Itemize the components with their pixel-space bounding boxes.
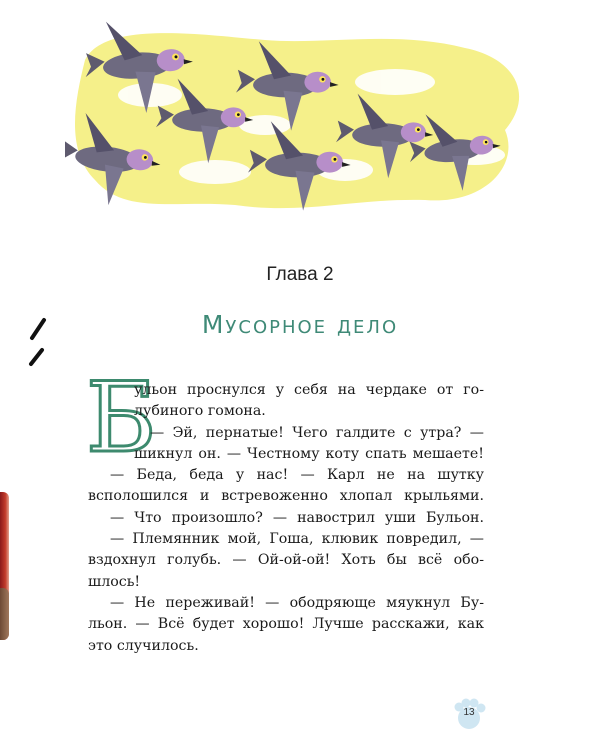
story-text [88,380,484,657]
text-line: — Что произошло? — навострил уши Бульон. [110,509,484,526]
text-line: шикнул он. — Честному коту спать мешаете! [134,445,484,462]
chapter-number: Глава 2 [266,264,334,285]
text-line: шлось! [88,573,141,590]
adjacent-page-illustration-edge [0,492,9,640]
text-line: вздохнул голубь. — Ой-ой-ой! Хоть бы всё обо- [88,552,484,569]
page-number: 13 [463,707,475,718]
text-line: ульон проснулся у себя на чердаке от го- [134,382,484,398]
pigeons-illustration [65,0,530,232]
text-line: всполошился и встревоженно хлопал крыльями. [88,488,484,505]
text-line: — Племянник мой, Гоша, клювик повредил, — [110,531,484,548]
text-line: — Эй, пернатые! Чего галдите с утра? — [150,424,484,441]
chapter-title: Мусорное дело [201,310,399,339]
text-line: льон. — Всё будет хорошо! Лучше расскажи, как [88,616,484,633]
drop-cap: Б [86,362,157,474]
text-line: это случилось. [88,637,199,654]
text-line: лубиного гомона. [134,403,266,420]
text-line: — Не переживай! — ободряюще мяукнул Бу- [110,594,484,611]
text-line: — Беда, беда у нас! — Карл не на шутку [110,467,484,484]
page-number-badge [452,698,486,732]
